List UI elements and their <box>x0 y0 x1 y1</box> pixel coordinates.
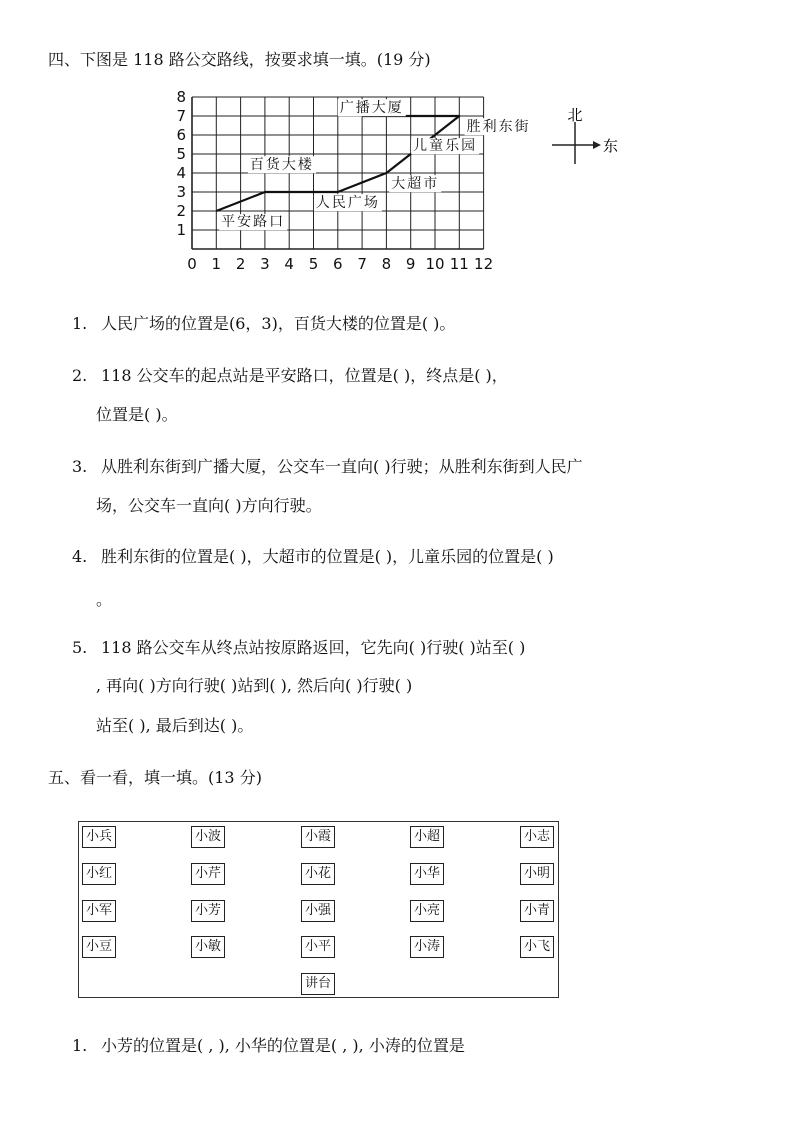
stop-label: 大超市 <box>391 176 440 193</box>
question-number: 2. <box>72 366 88 385</box>
bus-route-chart <box>170 88 531 285</box>
question-text: 人民广场的位置是(6，3)，百货大楼的位置是( )。 <box>101 314 456 333</box>
x-tick-label: 9 <box>405 255 416 273</box>
seat-label: 小芳 <box>191 900 225 922</box>
x-tick-label: 11 <box>449 255 469 273</box>
seat-label: 小芹 <box>191 863 225 885</box>
y-tick-label: 6 <box>176 126 186 144</box>
x-tick-label: 10 <box>425 255 445 273</box>
stop-label: 人民广场 <box>315 195 380 212</box>
section5-title: 五、看一看，填一填。(13 分) <box>48 768 262 787</box>
seat-label: 小豆 <box>82 936 116 958</box>
seat-label: 小敏 <box>191 936 225 958</box>
seat-label: 小涛 <box>410 936 444 958</box>
question-text: 从胜利东街到广播大厦，公交车一直向( )行驶；从胜利东街到人民广 <box>101 457 583 476</box>
x-tick-label: 12 <box>474 255 494 273</box>
x-tick-label: 3 <box>260 255 270 273</box>
seat-label: 小超 <box>410 826 444 848</box>
seat-label: 小明 <box>520 863 554 885</box>
seat-label: 小平 <box>301 936 335 958</box>
seat-label: 小波 <box>191 826 225 848</box>
question-number: 5. <box>72 638 88 657</box>
question-text: 118 公交车的起点站是平安路口，位置是( )，终点是( )， <box>101 366 508 385</box>
x-tick-label: 6 <box>333 255 343 273</box>
question-text: 118 路公交车从终点站按原路返回，它先向( )行驶( )站至( ) <box>101 638 526 657</box>
y-tick-label: 2 <box>176 202 186 220</box>
question-text: 胜利东街的位置是( )，大超市的位置是( )，儿童乐园的位置是( ) <box>101 547 554 566</box>
stop-label: 平安路口 <box>221 214 286 231</box>
x-tick-label: 4 <box>284 255 294 273</box>
question-text: 位置是( )。 <box>96 405 178 424</box>
x-tick-label: 8 <box>381 255 392 273</box>
seating-chart <box>78 821 559 998</box>
x-tick-label: 0 <box>187 255 197 273</box>
question-text: 场，公交车一直向( )方向行驶。 <box>96 496 322 515</box>
seat-label: 小华 <box>410 863 444 885</box>
seat-label: 小军 <box>82 900 116 922</box>
seat-label: 小霞 <box>301 826 335 848</box>
x-tick-label: 2 <box>235 255 246 273</box>
x-tick-label: 5 <box>308 255 319 273</box>
stop-label: 百货大楼 <box>249 157 314 174</box>
compass-east-label: 东 <box>603 137 619 155</box>
compass-icon <box>548 104 628 169</box>
seat-label: 小红 <box>82 863 116 885</box>
y-tick-label: 3 <box>176 183 186 201</box>
question-number: 4. <box>72 547 88 566</box>
x-tick-label: 1 <box>211 255 222 273</box>
seat-label: 小青 <box>520 900 554 922</box>
x-tick-label: 7 <box>357 255 367 273</box>
question-number: 1. <box>72 314 88 333</box>
seat-label: 小亮 <box>410 900 444 922</box>
seat-label: 小兵 <box>82 826 116 848</box>
stop-label: 儿童乐园 <box>413 138 478 155</box>
y-tick-label: 5 <box>176 145 186 163</box>
question-number: 3. <box>72 457 88 476</box>
question-text: , 再向( )方向行驶( )站到( ), 然后向( )行驶( ) <box>96 676 413 695</box>
question-text: 站至( ), 最后到达( )。 <box>96 716 254 735</box>
y-tick-label: 4 <box>176 164 186 182</box>
question-text: 小芳的位置是( , ), 小华的位置是( , ), 小涛的位置是 <box>101 1036 465 1055</box>
seat-label: 小飞 <box>520 936 554 958</box>
stop-label: 胜利东街 <box>466 119 531 136</box>
seat-label: 小强 <box>301 900 335 922</box>
podium-label: 讲台 <box>301 973 335 995</box>
seat-label: 小花 <box>301 863 335 885</box>
seat-label: 小志 <box>520 826 554 848</box>
section4-title: 四、下图是 118 路公交路线，按要求填一填。(19 分) <box>48 50 431 69</box>
question-number: 1. <box>72 1036 88 1055</box>
compass-north-label: 北 <box>567 106 583 124</box>
question-text: 。 <box>96 590 113 609</box>
y-tick-label: 7 <box>176 107 186 125</box>
y-tick-label: 1 <box>176 221 186 239</box>
y-tick-label: 8 <box>176 88 186 106</box>
stop-label: 广播大厦 <box>339 100 404 117</box>
